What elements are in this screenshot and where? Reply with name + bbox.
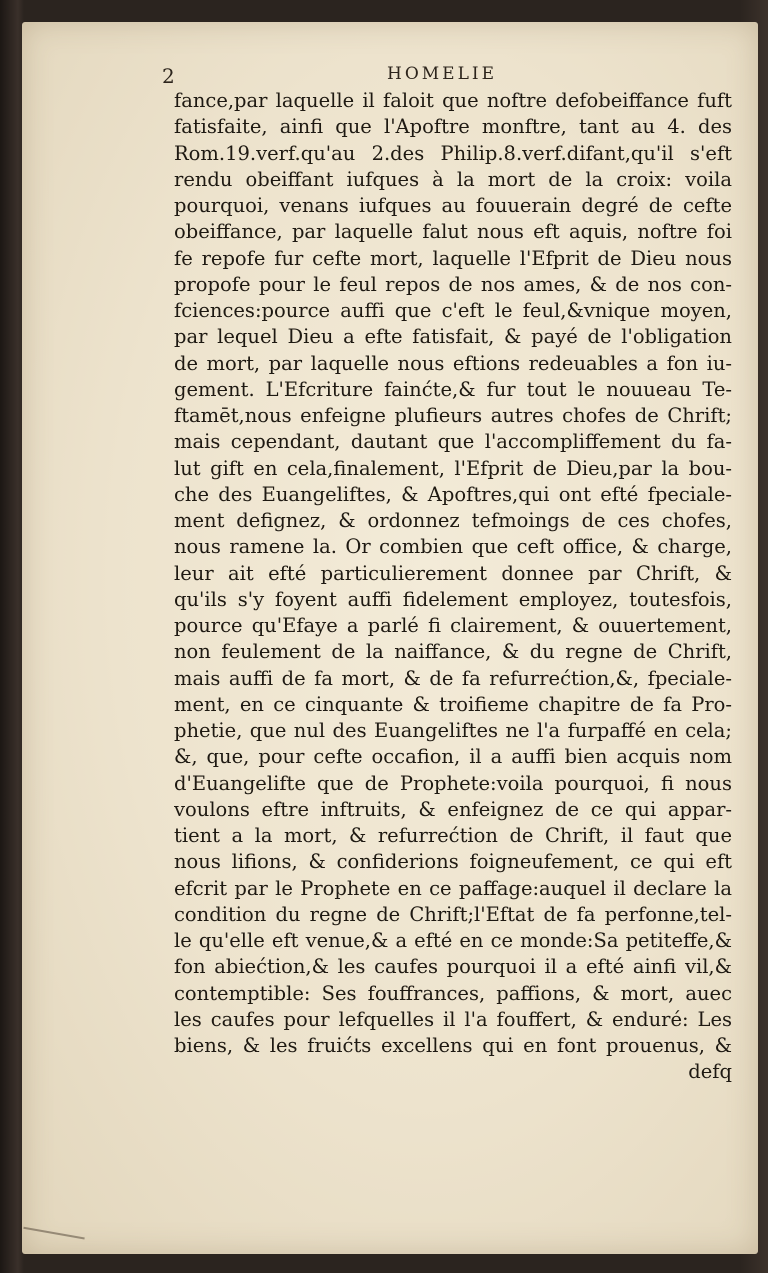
text-line: non feulement de la naiffance, & du regne de Chrift,	[174, 640, 732, 664]
text-line: fe repofe fur cefte mort, laquelle l'Efprit de Dieu nous	[174, 246, 732, 270]
text-line: par lequel Dieu a efte fatisfait, & payé de l'obligation	[174, 325, 732, 349]
text-line: les caufes pour lefquelles il l'a fouffert, & enduré: Les	[174, 1007, 732, 1031]
catchword: defq	[688, 1060, 732, 1084]
text-line: contemptible: Ses fouffrances, paffions, & mort, auec	[174, 981, 732, 1005]
text-line: de mort, par laquelle nous eftions redeuables a fon iu-	[174, 351, 732, 375]
text-line: che des Euangeliftes, & Apoftres,qui ont efté fpeciale-	[174, 482, 732, 506]
text-line: fatisfaite, ainfi que l'Apoftre monftre, tant au 4. des	[174, 115, 732, 139]
text-line: d'Euangelifte que de Prophete:voila pourquoi, fi nous	[174, 771, 732, 795]
text-line: tient a la mort, & refurrećtion de Chrift, il faut que	[174, 824, 732, 847]
text-line: fciences:pource auffi que c'eft le feul,&vnique moyen,	[174, 299, 732, 322]
text-line: fon abiećtion,& les caufes pourquoi il a efté ainfi vil,&	[174, 955, 732, 979]
text-line: nous ramene la. Or combien que ceft office, & charge,	[174, 535, 732, 559]
text-line: mais cependant, dautant que l'accompliffement du fa-	[174, 430, 732, 454]
running-head: HOMELIE	[387, 64, 497, 84]
text-line: ment, en ce cinquante & troifieme chapitre de fa Pro-	[174, 692, 732, 716]
body-text	[174, 88, 732, 1086]
text-line: Rom.19.verf.qu'au 2.des Philip.8.verf.difant,qu'il s'eft	[174, 141, 732, 165]
book-page	[22, 22, 758, 1254]
text-line: fance,par laquelle il faloit que noftre defobeiffance fuft	[174, 89, 732, 112]
text-line: voulons eftre inftruits, & enfeignez de ce qui appar-	[174, 797, 732, 821]
text-line: qu'ils s'y foyent auffi fidelement employez, toutesfois,	[174, 587, 732, 611]
text-line: ment defignez, & ordonnez tefmoings de ces chofes,	[174, 509, 732, 532]
text-line: mais auffi de fa mort, & de fa refurrećtion,&, fpeciale-	[174, 666, 732, 690]
page-number: 2	[162, 64, 175, 88]
page-corner-mark	[21, 1227, 84, 1252]
text-line: leur ait efté particulierement donnee par Chrift, &	[174, 561, 732, 585]
text-line: le qu'elle eft venue,& a efté en ce monde:Sa petiteffe,&	[174, 929, 732, 952]
text-line: lut gift en cela,finalement, l'Efprit de Dieu,par la bou-	[174, 456, 732, 480]
text-line: propofe pour le feul repos de nos ames, & de nos con-	[174, 272, 732, 296]
text-line: obeiffance, par laquelle falut nous eft aquis, noftre foi	[174, 220, 732, 244]
text-line: pourquoi, venans iufques au fouuerain degré de cefte	[174, 194, 732, 217]
text-line: pource qu'Efaye a parlé fi clairement, & ouuertement,	[174, 614, 732, 637]
text-line: rendu obeiffant iufques à la mort de la croix: voila	[174, 167, 732, 191]
text-line: nous lifions, & confiderions foigneufement, ce qui eft	[174, 850, 732, 874]
text-line: biens, & les fruićts excellens qui en font prouenus, &	[174, 1034, 732, 1057]
text-line: phetie, que nul des Euangeliftes ne l'a furpaffé en cela;	[174, 719, 732, 742]
text-line: &, que, pour cefte occafion, il a auffi bien acquis nom	[174, 745, 732, 769]
text-line: condition du regne de Chrift;l'Eftat de fa perfonne,tel-	[174, 902, 732, 926]
text-line: gement. L'Efcriture fainćte,& fur tout le nouueau Te-	[174, 377, 732, 401]
text-line: efcrit par le Prophete en ce paffage:auquel il declare la	[174, 876, 732, 900]
text-line: ftamēt,nous enfeigne plufieurs autres chofes de Chrift;	[174, 404, 732, 427]
